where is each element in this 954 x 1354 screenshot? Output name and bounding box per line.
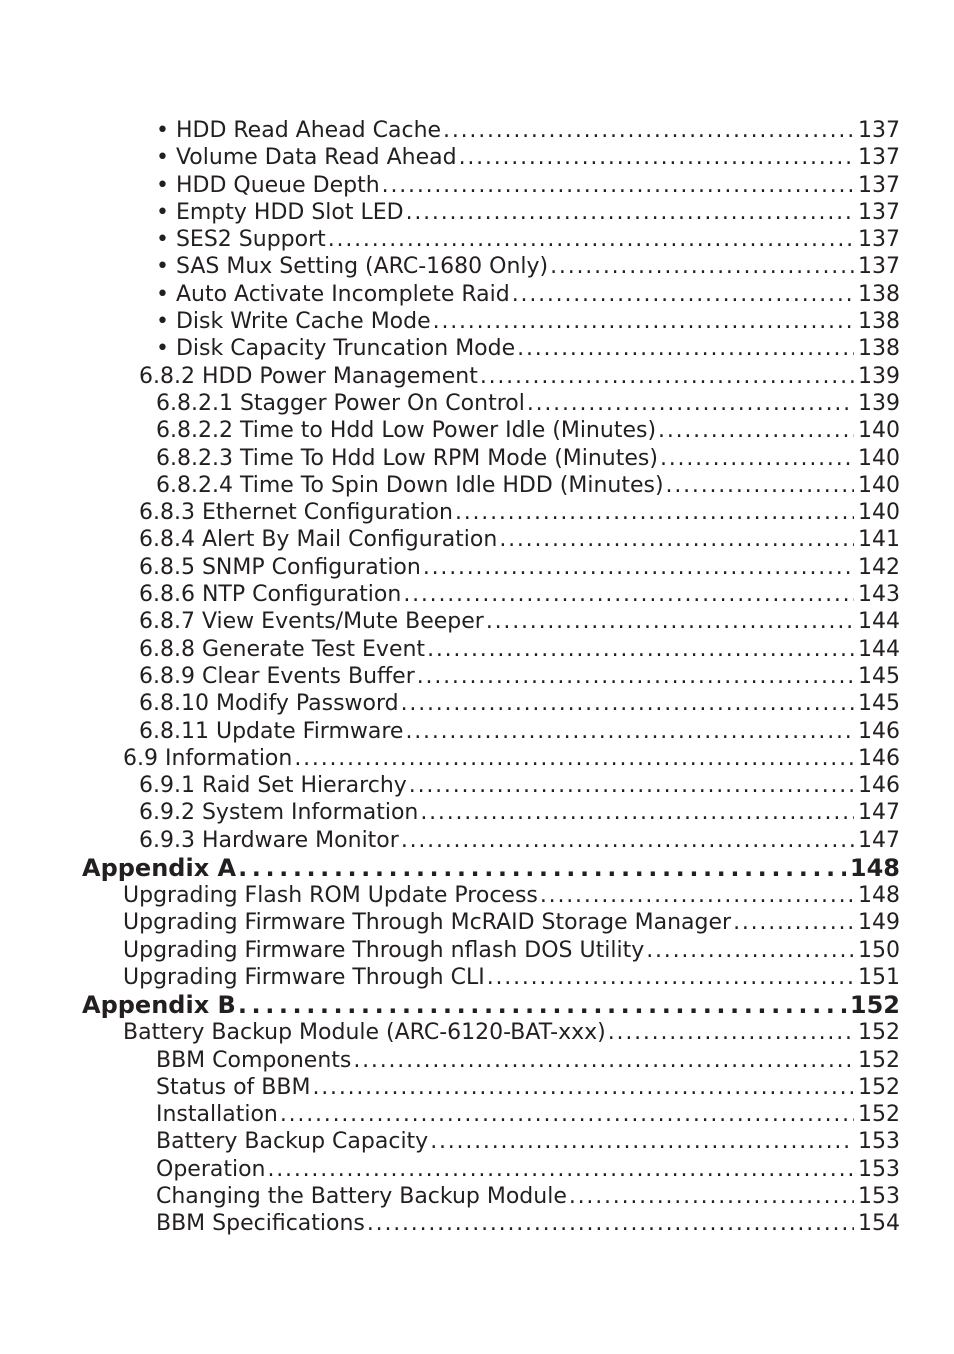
dot-leader <box>430 1128 854 1155</box>
dot-leader <box>486 608 854 635</box>
dot-leader <box>499 526 854 553</box>
toc-entry-title: Upgrading Flash ROM Update Process <box>123 883 538 909</box>
toc-entry-row <box>82 991 900 1019</box>
dot-leader <box>512 281 854 308</box>
toc-entry-title: 6.9.1 Raid Set Hierarchy <box>139 773 407 799</box>
dot-leader <box>406 199 854 226</box>
toc-entry[interactable] <box>0 882 954 909</box>
toc-entry-row <box>156 1074 900 1101</box>
toc-page-number: 137 <box>858 254 900 280</box>
toc-page-number: 147 <box>858 827 900 853</box>
toc-entry-row <box>139 526 900 553</box>
toc-page-number: 138 <box>858 336 900 362</box>
toc-entry-title: Changing the Battery Backup Module <box>156 1183 567 1209</box>
toc-entry[interactable] <box>0 909 954 936</box>
toc-entry[interactable] <box>0 281 954 308</box>
toc-page-number: 146 <box>858 718 900 744</box>
toc-entry[interactable] <box>0 172 954 199</box>
toc-entry-title: Appendix B <box>82 991 236 1020</box>
toc-entry-row <box>82 854 900 882</box>
toc-page-number: 152 <box>858 1047 900 1073</box>
toc-page-number: 144 <box>858 636 900 662</box>
toc-page-number: 147 <box>858 800 900 826</box>
toc-page-number: 140 <box>858 472 900 498</box>
toc-page-number: 137 <box>858 227 900 253</box>
toc-entry[interactable] <box>0 308 954 335</box>
toc-entry[interactable] <box>0 1156 954 1183</box>
toc-entry-title: 6.8.4 Alert By Mail Configuration <box>139 527 498 553</box>
toc-entry-title: Upgrading Firmware Through CLI <box>123 964 485 990</box>
toc-entry[interactable] <box>0 937 954 964</box>
toc-entry-title: • SES2 Support <box>156 227 326 253</box>
toc-entry-row <box>139 827 900 854</box>
dot-leader <box>608 1019 854 1046</box>
toc-entry[interactable] <box>0 144 954 171</box>
dot-leader <box>405 718 854 745</box>
dot-leader <box>733 909 854 936</box>
toc-entry[interactable] <box>0 745 954 772</box>
dot-leader <box>660 445 854 472</box>
toc-entry-title: • Auto Activate Incomplete Raid <box>156 281 510 307</box>
toc-page-number: 140 <box>858 445 900 471</box>
toc-entry[interactable] <box>0 1210 954 1237</box>
dot-leader <box>433 308 854 335</box>
toc-entry-row <box>156 1128 900 1155</box>
toc-page-number: 146 <box>858 745 900 771</box>
dot-leader <box>280 1101 854 1128</box>
toc-entry-title: Installation <box>156 1102 278 1128</box>
dot-leader <box>420 799 854 826</box>
toc-page-number: 151 <box>858 964 900 990</box>
toc-entry[interactable] <box>0 1047 954 1074</box>
toc-entry-row <box>156 1047 900 1074</box>
toc-entry-row <box>156 199 900 226</box>
toc-page-number: 144 <box>858 609 900 635</box>
toc-entry-title: 6.9.2 System Information <box>139 800 419 826</box>
toc-page-number: 148 <box>849 854 900 883</box>
toc-entry-row <box>156 445 900 472</box>
toc-entry[interactable] <box>0 772 954 799</box>
toc-entry-title: 6.8.2.4 Time To Spin Down Idle HDD (Minutes) <box>156 472 664 498</box>
toc-entry-row <box>156 335 900 362</box>
toc-entry-row <box>139 690 900 717</box>
toc-page-number: 139 <box>858 390 900 416</box>
dot-leader <box>328 226 854 253</box>
toc-entry-row <box>123 937 900 964</box>
toc-entry[interactable] <box>0 636 954 663</box>
toc-page-number: 139 <box>858 363 900 389</box>
toc-entry-row <box>139 581 900 608</box>
dot-leader <box>658 417 854 444</box>
toc-page-number: 137 <box>858 145 900 171</box>
toc-entry-title: • Disk Write Cache Mode <box>156 309 431 335</box>
toc-entry[interactable] <box>0 363 954 390</box>
toc-entry-title: BBM Components <box>156 1047 352 1073</box>
toc-page-number: 142 <box>858 554 900 580</box>
dot-leader <box>459 144 854 171</box>
toc-entry[interactable] <box>0 663 954 690</box>
dot-leader <box>666 472 854 499</box>
toc-entry-title: 6.8.9 Clear Events Buffer <box>139 663 415 689</box>
toc-entry[interactable] <box>0 799 954 826</box>
toc-page-number: 152 <box>858 1020 900 1046</box>
toc-entry-row <box>156 281 900 308</box>
toc-entry-row <box>139 799 900 826</box>
dot-leader <box>550 253 854 280</box>
dot-leader <box>427 636 854 663</box>
toc-entry[interactable] <box>0 199 954 226</box>
toc-entry[interactable] <box>0 581 954 608</box>
toc-entry-row <box>139 608 900 635</box>
toc-entry-row <box>156 308 900 335</box>
toc-entry-row <box>156 1101 900 1128</box>
toc-page-number: 150 <box>858 937 900 963</box>
toc-entry-title: 6.9 Information <box>123 745 293 771</box>
toc-entry-title: • Empty HDD Slot LED <box>156 199 404 225</box>
toc-entry[interactable] <box>0 445 954 472</box>
dot-leader <box>455 499 854 526</box>
dot-leader <box>443 117 854 144</box>
toc-entry[interactable] <box>0 554 954 581</box>
toc-page-number: 152 <box>858 1102 900 1128</box>
toc-entry-row <box>123 909 900 936</box>
dot-leader <box>527 390 854 417</box>
toc-page-number: 152 <box>849 991 900 1020</box>
toc-page-number: 145 <box>858 663 900 689</box>
toc-entry-row <box>139 499 900 526</box>
dot-leader <box>238 991 846 1019</box>
toc-entry-title: 6.9.3 Hardware Monitor <box>139 827 399 853</box>
table-of-contents <box>0 117 954 1238</box>
toc-entry-title: 6.8.2.1 Stagger Power On Control <box>156 390 525 416</box>
toc-entry-row <box>156 1210 900 1237</box>
toc-entry-row <box>156 390 900 417</box>
toc-entry-row <box>156 144 900 171</box>
toc-entry[interactable] <box>0 1019 954 1046</box>
dot-leader <box>569 1183 854 1210</box>
toc-entry-title: Battery Backup Module (ARC-6120-BAT-xxx) <box>123 1020 606 1046</box>
dot-leader <box>403 581 854 608</box>
toc-entry[interactable] <box>0 253 954 280</box>
dot-leader <box>480 363 854 390</box>
toc-page-number: 137 <box>858 118 900 143</box>
dot-leader <box>238 854 846 882</box>
toc-page-number: 138 <box>858 281 900 307</box>
toc-entry-title: • Disk Capacity Truncation Mode <box>156 336 516 362</box>
toc-entry-title: • HDD Read Ahead Cache <box>156 118 442 143</box>
toc-page-number: 138 <box>858 309 900 335</box>
dot-leader <box>312 1074 854 1101</box>
toc-entry[interactable] <box>0 827 954 854</box>
toc-entry[interactable] <box>0 1128 954 1155</box>
toc-entry-row <box>139 718 900 745</box>
toc-appendix-heading[interactable] <box>0 991 954 1019</box>
dot-leader <box>294 745 854 772</box>
toc-entry-row <box>156 117 900 144</box>
dot-leader <box>367 1210 854 1237</box>
toc-entry-title: 6.8.7 View Events/Mute Beeper <box>139 609 484 635</box>
toc-entry[interactable] <box>0 1101 954 1128</box>
toc-entry-row <box>139 772 900 799</box>
toc-entry-title: Upgrading Firmware Through nflash DOS Utility <box>123 937 645 963</box>
toc-page-number: 148 <box>858 883 900 909</box>
toc-entry-title: BBM Specifications <box>156 1211 365 1237</box>
toc-entry-row <box>156 1156 900 1183</box>
toc-entry-row <box>139 554 900 581</box>
toc-page-number: 146 <box>858 773 900 799</box>
toc-appendix-heading[interactable] <box>0 854 954 882</box>
toc-entry-title: Appendix A <box>82 854 237 883</box>
dot-leader <box>540 882 854 909</box>
toc-entry[interactable] <box>0 690 954 717</box>
toc-page-number: 145 <box>858 691 900 717</box>
toc-entry[interactable] <box>0 1074 954 1101</box>
toc-entry-row <box>123 745 900 772</box>
toc-page-number: 154 <box>858 1211 900 1237</box>
toc-entry-row <box>123 1019 900 1046</box>
toc-entry-title: 6.8.10 Modify Password <box>139 691 399 717</box>
dot-leader <box>382 172 854 199</box>
toc-page-number: 149 <box>858 910 900 936</box>
toc-entry-title: 6.8.11 Update Firmware <box>139 718 404 744</box>
toc-entry-row <box>156 226 900 253</box>
dot-leader <box>353 1047 854 1074</box>
toc-entry[interactable] <box>0 335 954 362</box>
toc-entry-title: 6.8.8 Generate Test Event <box>139 636 426 662</box>
dot-leader <box>646 937 854 964</box>
toc-page-number: 153 <box>858 1183 900 1209</box>
toc-entry-row <box>123 964 900 991</box>
toc-entry-title: Status of BBM <box>156 1074 311 1100</box>
dot-leader <box>409 772 854 799</box>
toc-entry[interactable] <box>0 964 954 991</box>
toc-entry-row <box>123 882 900 909</box>
toc-entry-title: Operation <box>156 1156 266 1182</box>
toc-entry-row <box>156 472 900 499</box>
toc-entry[interactable] <box>0 226 954 253</box>
toc-entry-title: • Volume Data Read Ahead <box>156 145 457 171</box>
toc-entry-title: 6.8.2 HDD Power Management <box>139 363 478 389</box>
toc-page-number: 153 <box>858 1156 900 1182</box>
toc-page-number: 140 <box>858 418 900 444</box>
dot-leader <box>423 554 854 581</box>
toc-entry-row <box>139 663 900 690</box>
toc-page-number: 137 <box>858 199 900 225</box>
toc-entry[interactable] <box>0 1183 954 1210</box>
toc-entry[interactable] <box>0 117 954 144</box>
toc-entry[interactable] <box>0 390 954 417</box>
toc-page-number: 153 <box>858 1129 900 1155</box>
dot-leader <box>267 1156 854 1183</box>
dot-leader <box>487 964 854 991</box>
toc-entry-title: 6.8.5 SNMP Configuration <box>139 554 421 580</box>
toc-entry-title: Upgrading Firmware Through McRAID Storage Manager <box>123 910 732 936</box>
dot-leader <box>417 663 854 690</box>
toc-page-number: 140 <box>858 500 900 526</box>
toc-entry[interactable] <box>0 718 954 745</box>
toc-page-number: 152 <box>858 1074 900 1100</box>
toc-entry-title: 6.8.2.3 Time To Hdd Low RPM Mode (Minutes) <box>156 445 658 471</box>
toc-entry-row <box>156 1183 900 1210</box>
toc-entry[interactable] <box>0 472 954 499</box>
dot-leader <box>401 827 854 854</box>
toc-entry-row <box>156 253 900 280</box>
toc-entry-row <box>139 636 900 663</box>
toc-entry-row <box>156 417 900 444</box>
toc-page-number: 141 <box>858 527 900 553</box>
toc-page-number: 137 <box>858 172 900 198</box>
toc-page-number: 143 <box>858 582 900 608</box>
toc-entry-title: • SAS Mux Setting (ARC-1680 Only) <box>156 254 549 280</box>
toc-entry[interactable] <box>0 526 954 553</box>
toc-entry-title: Battery Backup Capacity <box>156 1129 429 1155</box>
toc-entry[interactable] <box>0 499 954 526</box>
toc-entry[interactable] <box>0 417 954 444</box>
dot-leader <box>517 335 854 362</box>
toc-entry[interactable] <box>0 608 954 635</box>
toc-entry-row <box>139 363 900 390</box>
dot-leader <box>401 690 854 717</box>
toc-entry-title: 6.8.3 Ethernet Configuration <box>139 500 453 526</box>
toc-entry-title: 6.8.6 NTP Configuration <box>139 582 402 608</box>
toc-entry-title: • HDD Queue Depth <box>156 172 380 198</box>
toc-entry-title: 6.8.2.2 Time to Hdd Low Power Idle (Minutes) <box>156 418 657 444</box>
toc-entry-row <box>156 172 900 199</box>
